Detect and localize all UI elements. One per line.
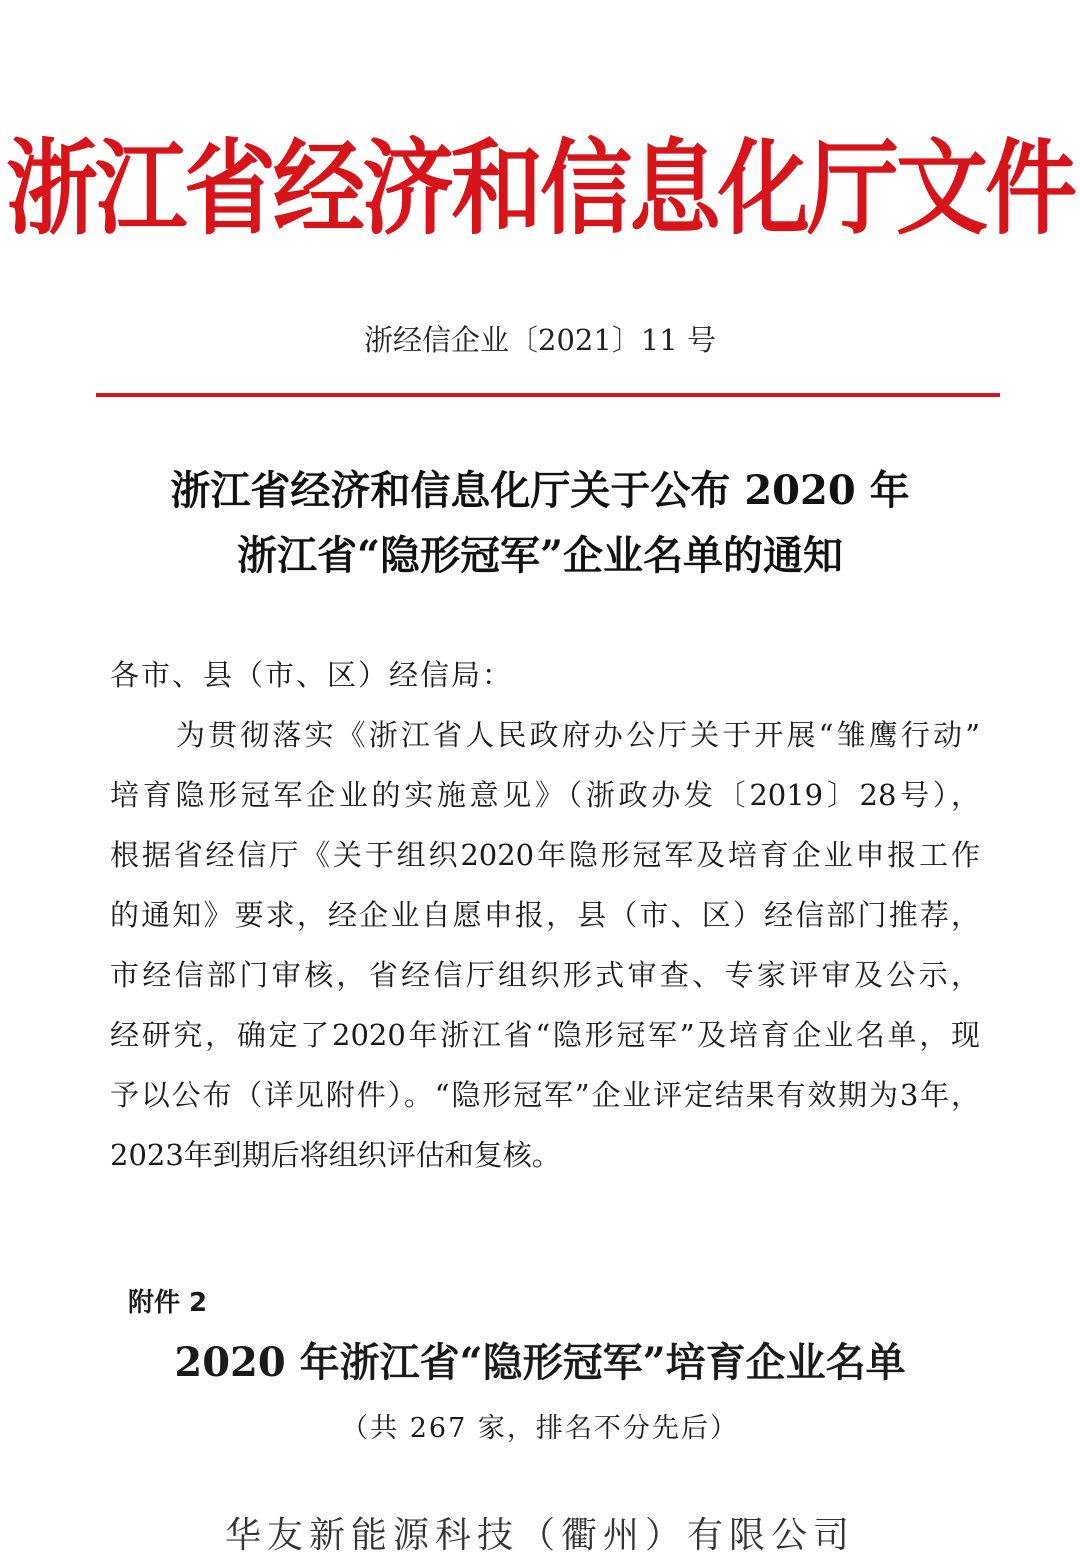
body-line: 为贯彻落实《浙江省人民政府办公厅关于开展“雏鹰行动”	[176, 718, 980, 752]
document-number: 浙经信企业〔2021〕11 号	[364, 323, 716, 357]
notice-title-line-1: 浙江省经济和信息化厅关于公布 2020 年	[170, 467, 910, 514]
body-line: 的通知》要求，经企业自愿申报，县（市、区）经信部门推荐，	[110, 898, 980, 932]
body-line: 经研究，确定了2020年浙江省“隐形冠军”及培育企业名单，现	[110, 1018, 980, 1052]
document-header-title: 浙江省经济和信息化厅文件	[5, 128, 1074, 249]
red-divider	[96, 393, 1000, 397]
body-line: 培育隐形冠军企业的实施意见》（浙政办发〔2019〕28号），	[110, 778, 980, 812]
annex-title: 2020 年浙江省“隐形冠军”培育企业名单	[174, 1339, 906, 1386]
annex-subtitle: （共 267 家，排名不分先后）	[341, 1413, 739, 1444]
body-line: 予以公布（详见附件）。“隐形冠军”企业评定结果有效期为3年，	[110, 1078, 980, 1112]
body-line: 2023年到期后将组织评估和复核。	[110, 1138, 561, 1172]
annex-label: 附件 2	[128, 1288, 208, 1318]
body-line: 市经信部门审核，省经信厅组织形式审查、专家评审及公示，	[110, 958, 980, 992]
salutation: 各市、县（市、区）经信局：	[110, 658, 514, 692]
notice-title-line-2: 浙江省“隐形冠军”企业名单的通知	[236, 532, 843, 579]
company-name: 华友新能源科技（衢州）有限公司	[224, 1515, 855, 1556]
body-line: 根据省经信厅《关于组织2020年隐形冠军及培育企业申报工作	[110, 838, 980, 872]
